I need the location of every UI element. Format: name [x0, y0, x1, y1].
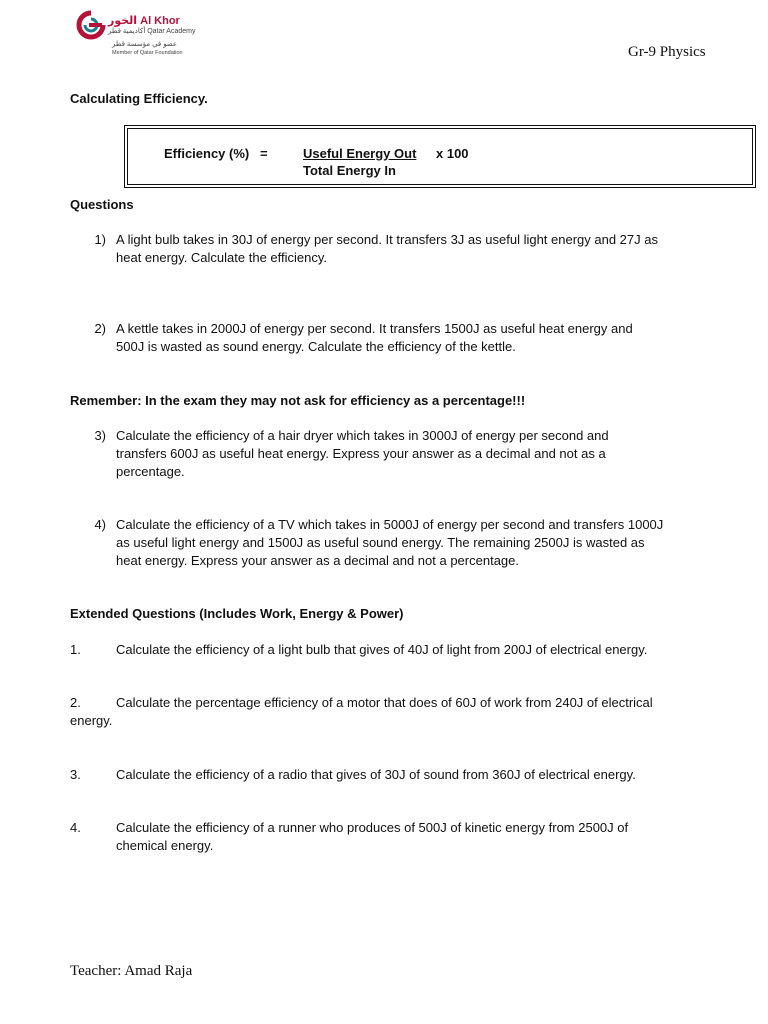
question-line: heat energy. Express your answer as a decimal and not a percentage. [116, 553, 519, 568]
formula-lhs: Efficiency (%) [164, 146, 250, 161]
question-text [116, 427, 711, 481]
extended-number: 2. [70, 695, 81, 710]
questions-heading: Questions [70, 197, 134, 212]
teacher-footer: Teacher: Amad Raja [70, 963, 193, 979]
question-line: A kettle takes in 2000J of energy per second. It transfers 1500J as useful heat energy and [116, 321, 633, 336]
formula-box [124, 125, 756, 188]
al-khor-logo-icon [76, 10, 106, 40]
question-line: heat energy. Calculate the efficiency. [116, 250, 328, 265]
formula-equals: = [260, 146, 268, 161]
formula-numerator: Useful Energy Out [303, 146, 417, 161]
formula-denominator: Total Energy In [303, 163, 396, 178]
question-text [116, 320, 711, 356]
question-line: percentage. [116, 464, 185, 479]
question-line: Calculate the efficiency of a hair dryer which takes in 3000J of energy per second and [116, 428, 609, 443]
logo-title: الخور Al Khor [108, 15, 180, 27]
extended-number: 4. [70, 820, 81, 835]
logo-subtitle: أكاديمية قطر Qatar Academy [108, 28, 196, 35]
question-number: 4) [94, 517, 106, 532]
formula-multiplier: x 100 [436, 146, 469, 161]
extended-text-line2: chemical energy. [116, 838, 214, 853]
question-number: 3) [94, 428, 106, 443]
question-text [116, 516, 711, 570]
question-text [116, 231, 711, 267]
question-number: 2) [94, 321, 106, 336]
extended-number: 1. [70, 642, 81, 657]
extended-text-wrap: energy. [70, 713, 113, 728]
extended-text: Calculate the efficiency of a radio that gives of 30J of sound from 360J of electrical energy. [116, 767, 636, 782]
extended-text: Calculate the efficiency of a light bulb that gives of 40J of light from 200J of electrical energy. [116, 642, 648, 657]
extended-heading: Extended Questions (Includes Work, Energy & Power) [70, 606, 404, 621]
extended-number: 3. [70, 767, 81, 782]
question-line: A light bulb takes in 30J of energy per second. It transfers 3J as useful light energy and 27J as [116, 232, 658, 247]
question-line: Calculate the efficiency of a TV which takes in 5000J of energy per second and transfers 1000J [116, 517, 664, 532]
remember-note: Remember: In the exam they may not ask for efficiency as a percentage!!! [70, 393, 526, 408]
logo-member-text: Member of Qatar Foundation [112, 50, 183, 56]
extended-text: Calculate the percentage efficiency of a motor that does of 60J of work from 240J of electrical [116, 695, 653, 710]
extended-text: Calculate the efficiency of a runner who produces of 500J of kinetic energy from 2500J of [116, 820, 629, 835]
question-number: 1) [94, 232, 106, 247]
logo-arabic: عضو في مؤسسة قطر [112, 41, 178, 48]
question-line: as useful light energy and 1500J as useful sound energy. The remaining 2500J is wasted as [116, 535, 645, 550]
question-line: 500J is wasted as sound energy. Calculate the efficiency of the kettle. [116, 339, 516, 354]
page-title: Calculating Efficiency. [70, 91, 208, 106]
question-line: transfers 600J as useful heat energy. Express your answer as a decimal and not as a [116, 446, 606, 461]
school-logo [76, 10, 246, 60]
grade-label: Gr-9 Physics [628, 44, 706, 60]
